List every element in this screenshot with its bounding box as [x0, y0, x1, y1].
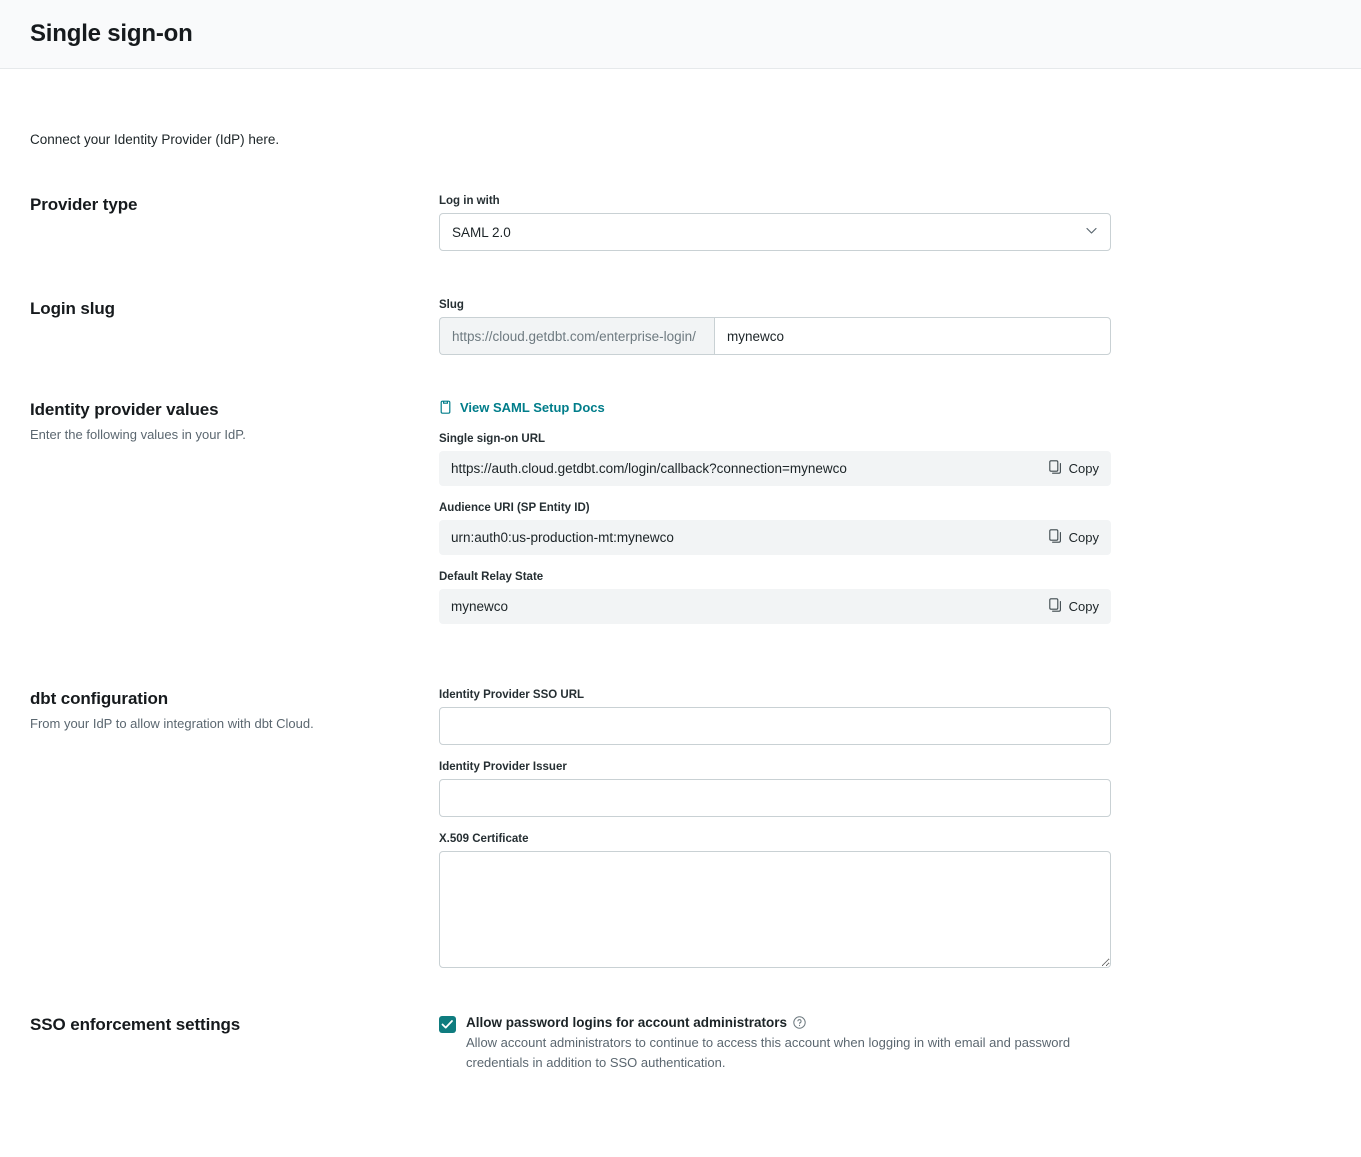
slug-input[interactable] — [714, 317, 1111, 355]
view-saml-setup-docs-label: View SAML Setup Docs — [460, 400, 605, 415]
section-dbt-config-right — [439, 689, 1111, 968]
copy-button-single-sign-on-url[interactable] — [1049, 460, 1099, 477]
allow-password-logins-checkbox[interactable] — [439, 1016, 456, 1033]
label-slug: Slug — [439, 299, 464, 311]
section-heading-login-slug: Login slug — [30, 299, 115, 318]
section-dbt-config-left — [30, 689, 439, 733]
section-sso-enforcement-right — [439, 1015, 1111, 1073]
copy-label-3: Copy — [1068, 599, 1099, 614]
value-default-relay-state: mynewco — [451, 599, 509, 614]
section-provider-type — [30, 195, 1331, 251]
section-sso-enforcement-left — [30, 1015, 439, 1035]
section-sub-dbt-config: From your IdP to allow integration with dbt Cloud. — [30, 716, 314, 731]
section-heading-idp-values: Identity provider values — [30, 400, 219, 419]
section-idp-values-right — [439, 400, 1111, 640]
copy-label-2: Copy — [1068, 530, 1099, 545]
section-provider-type-left — [30, 195, 439, 215]
label-x509-certificate: X.509 Certificate — [439, 833, 529, 845]
page-title: Single sign-on — [30, 20, 193, 47]
provider-type-select[interactable] — [439, 213, 1111, 251]
label-single-sign-on-url: Single sign-on URL — [439, 433, 546, 445]
section-heading-provider-type: Provider type — [30, 195, 138, 214]
section-dbt-configuration — [30, 689, 1331, 968]
copy-label-1: Copy — [1068, 461, 1099, 476]
readonly-row-single-sign-on-url — [439, 451, 1111, 486]
provider-type-select-wrap — [439, 213, 1111, 251]
copy-button-audience-uri[interactable] — [1049, 529, 1099, 546]
label-default-relay-state: Default Relay State — [439, 571, 544, 583]
label-idp-sso-url: Identity Provider SSO URL — [439, 689, 585, 701]
slug-row — [439, 317, 1111, 355]
copy-button-default-relay-state[interactable] — [1049, 598, 1099, 615]
allow-password-logins-text — [466, 1015, 1086, 1073]
section-sso-enforcement — [30, 1015, 1331, 1073]
readonly-row-default-relay-state — [439, 589, 1111, 624]
allow-password-logins-description: Allow account administrators to continue to access this account when logging in with email and password credentials in addition to SSO authentication. — [466, 1035, 1071, 1071]
label-log-in-with: Log in with — [439, 195, 500, 207]
idp-issuer-input[interactable] — [439, 779, 1111, 817]
provider-type-selected-value: SAML 2.0 — [452, 224, 511, 240]
idp-sso-url-input[interactable] — [439, 707, 1111, 745]
section-identity-provider-values — [30, 400, 1331, 640]
value-audience-uri: urn:auth0:us-production-mt:mynewco — [451, 530, 674, 545]
view-saml-setup-docs-link[interactable] — [439, 400, 1111, 415]
document-icon — [439, 400, 452, 415]
label-audience-uri: Audience URI (SP Entity ID) — [439, 502, 590, 514]
section-heading-dbt-config: dbt configuration — [30, 689, 169, 708]
slug-prefix: https://cloud.getdbt.com/enterprise-login/ — [439, 317, 714, 355]
section-login-slug-left — [30, 299, 439, 319]
help-circle-icon[interactable] — [793, 1016, 806, 1029]
section-login-slug-right — [439, 299, 1111, 355]
allow-password-logins-title-row — [466, 1015, 1086, 1030]
section-sub-idp-values: Enter the following values in your IdP. — [30, 427, 246, 442]
section-login-slug — [30, 299, 1331, 355]
allow-password-logins-row — [439, 1015, 1111, 1073]
copy-icon — [1049, 460, 1062, 477]
section-heading-sso-enforcement: SSO enforcement settings — [30, 1015, 241, 1034]
intro-text: Connect your Identity Provider (IdP) here. — [30, 132, 280, 147]
copy-icon — [1049, 529, 1062, 546]
label-idp-issuer: Identity Provider Issuer — [439, 761, 567, 773]
section-idp-values-left — [30, 400, 439, 444]
page-content — [0, 132, 1361, 1073]
copy-icon — [1049, 598, 1062, 615]
page-header — [0, 0, 1361, 69]
section-provider-type-right — [439, 195, 1111, 251]
x509-certificate-textarea[interactable] — [439, 851, 1111, 968]
readonly-row-audience-uri — [439, 520, 1111, 555]
value-single-sign-on-url: https://auth.cloud.getdbt.com/login/callback?connection=mynewco — [451, 461, 847, 476]
allow-password-logins-title: Allow password logins for account administrators — [466, 1015, 788, 1030]
